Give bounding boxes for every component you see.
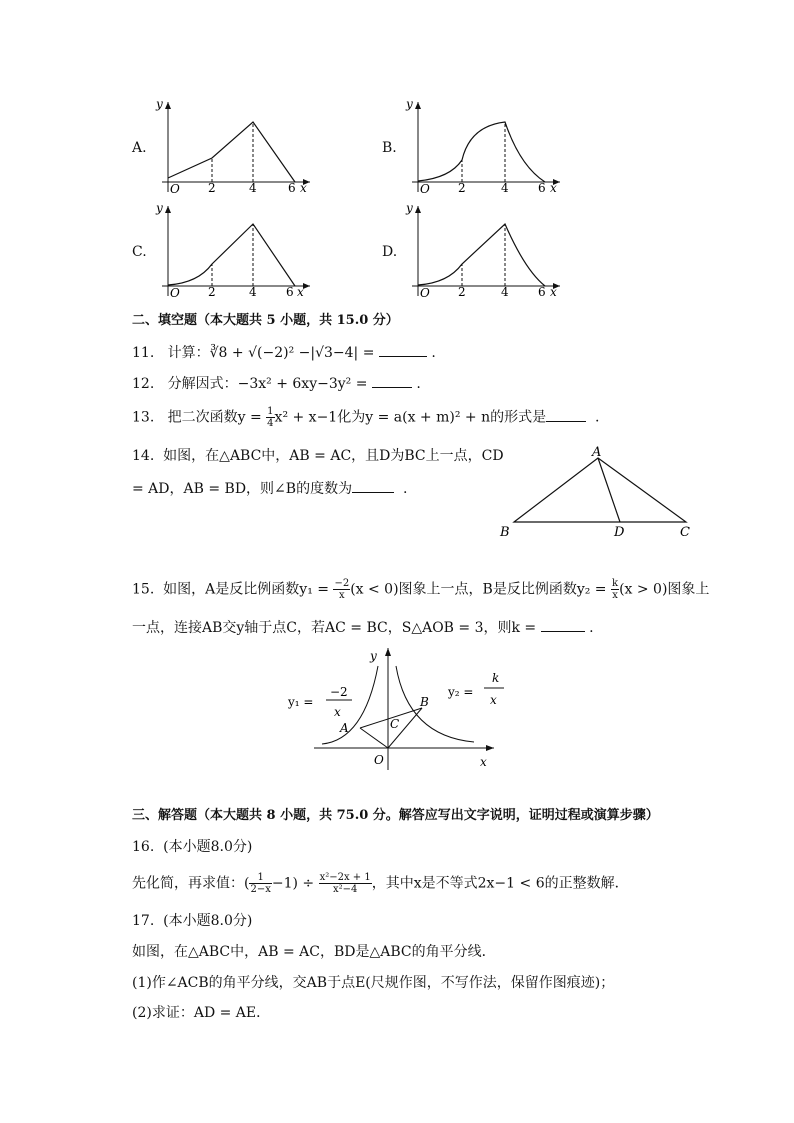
question-11: 11. 计算：∛8 + √(−2)² −|√3−4| = . bbox=[132, 342, 436, 363]
question-15-line2: 一点，连接AB交y轴于点C，若AC = BC，S△AOB = 3，则k = . bbox=[132, 617, 594, 638]
question-16-header: 16. (本小题8.0分) bbox=[132, 839, 253, 855]
answer-blank[interactable] bbox=[546, 407, 586, 422]
svg-text:O: O bbox=[420, 182, 430, 196]
question-16-body: 先化简，再求值：( $\frac{1}{2-x}$ −1) ÷ $\frac{\text{x²−2x + 1}}{\text{x²−4}}$ ，其中x是不等式2x−1 < 6的正整数解． bbox=[132, 872, 629, 895]
svg-text:4: 4 bbox=[501, 285, 509, 299]
svg-text:4: 4 bbox=[249, 285, 257, 299]
option-b-graph bbox=[400, 96, 570, 196]
svg-text:O: O bbox=[374, 753, 384, 767]
svg-text:2: 2 bbox=[208, 285, 216, 299]
svg-text:A: A bbox=[340, 721, 349, 735]
svg-text:k: k bbox=[492, 671, 500, 685]
question-14-line1: 14. 如图，在△ABC中，AB = AC，且D为BC上一点，CD bbox=[132, 448, 504, 464]
svg-text:4: 4 bbox=[249, 181, 257, 195]
svg-text:−2: −2 bbox=[330, 685, 348, 699]
question-12: 12. 分解因式：−3x² + 6xy−3y² = . bbox=[132, 373, 421, 394]
svg-text:y: y bbox=[370, 649, 377, 663]
triangle-figure bbox=[496, 444, 706, 544]
option-d-label: D. bbox=[382, 244, 398, 260]
graph-curve bbox=[168, 224, 295, 286]
option-b-label: B. bbox=[382, 140, 397, 156]
svg-text:C: C bbox=[390, 717, 400, 731]
svg-text:2: 2 bbox=[458, 285, 466, 299]
svg-text:y: y bbox=[156, 201, 163, 215]
answer-blank[interactable] bbox=[372, 373, 412, 388]
option-a-graph bbox=[150, 96, 320, 196]
hyperbola-figure bbox=[282, 644, 512, 774]
graph-curve bbox=[168, 122, 295, 182]
svg-text:4: 4 bbox=[501, 181, 509, 195]
svg-text:x: x bbox=[490, 693, 497, 707]
graph-curve bbox=[418, 122, 545, 182]
question-15-line1: 15. 如图，A是反比例函数y₁ = $\frac{-2}{x}$ (x < 0)图象上一点，B是反比例函数y₂ = $\frac{k}{x}$ (x > 0)图象上 bbox=[132, 578, 710, 601]
svg-text:y₁ =: y₁ = bbox=[288, 695, 314, 709]
option-d-graph bbox=[400, 200, 570, 300]
option-c-graph bbox=[150, 200, 320, 300]
graph-curve bbox=[418, 224, 545, 286]
svg-text:x: x bbox=[300, 181, 307, 195]
svg-text:6: 6 bbox=[538, 285, 546, 299]
svg-text:x: x bbox=[334, 705, 341, 719]
answer-blank[interactable] bbox=[379, 342, 427, 357]
svg-text:y₂ =: y₂ = bbox=[448, 685, 474, 699]
answer-blank[interactable] bbox=[541, 617, 585, 632]
section-2-heading: 二、填空题（本大题共 5 小题，共 15.0 分） bbox=[132, 313, 399, 328]
svg-text:y: y bbox=[406, 97, 413, 111]
question-17-line1: 如图，在△ABC中，AB = AC，BD是△ABC的角平分线． bbox=[132, 944, 496, 960]
svg-text:O: O bbox=[170, 286, 180, 300]
svg-text:B: B bbox=[420, 695, 429, 709]
svg-text:y: y bbox=[156, 97, 163, 111]
svg-text:D: D bbox=[614, 525, 625, 540]
svg-text:6: 6 bbox=[288, 181, 296, 195]
svg-text:B: B bbox=[500, 525, 510, 540]
svg-text:2: 2 bbox=[208, 181, 216, 195]
option-a-label: A. bbox=[132, 140, 147, 156]
svg-text:2: 2 bbox=[458, 181, 466, 195]
svg-text:A: A bbox=[592, 445, 602, 460]
svg-text:x: x bbox=[297, 285, 304, 299]
svg-text:x: x bbox=[550, 181, 557, 195]
question-14-line2: = AD，AB = BD，则∠B的度数为 . bbox=[132, 478, 407, 499]
svg-text:O: O bbox=[420, 286, 430, 300]
question-17-line2: (1)作∠ACB的角平分线，交AB于点E(尺规作图，不写作法，保留作图痕迹)； bbox=[132, 975, 615, 991]
option-c-label: C. bbox=[132, 244, 147, 260]
question-17-header: 17. (本小题8.0分) bbox=[132, 913, 253, 929]
answer-blank[interactable] bbox=[352, 478, 394, 493]
svg-text:x: x bbox=[480, 755, 487, 769]
svg-text:x: x bbox=[550, 285, 557, 299]
svg-text:6: 6 bbox=[286, 285, 294, 299]
svg-text:C: C bbox=[680, 525, 690, 540]
question-17-line3: (2)求证：AD = AE． bbox=[132, 1005, 271, 1021]
svg-text:y: y bbox=[406, 201, 413, 215]
svg-text:6: 6 bbox=[538, 181, 546, 195]
question-13: 13. 把二次函数y = $\frac{1}{4}$ x² + x−1化为y = a(x + m)² + n的形式是 . bbox=[132, 406, 600, 429]
svg-text:O: O bbox=[170, 182, 180, 196]
section-3-heading: 三、解答题（本大题共 8 小题，共 75.0 分。解答应写出文字说明，证明过程或演算步骤） bbox=[132, 808, 659, 823]
